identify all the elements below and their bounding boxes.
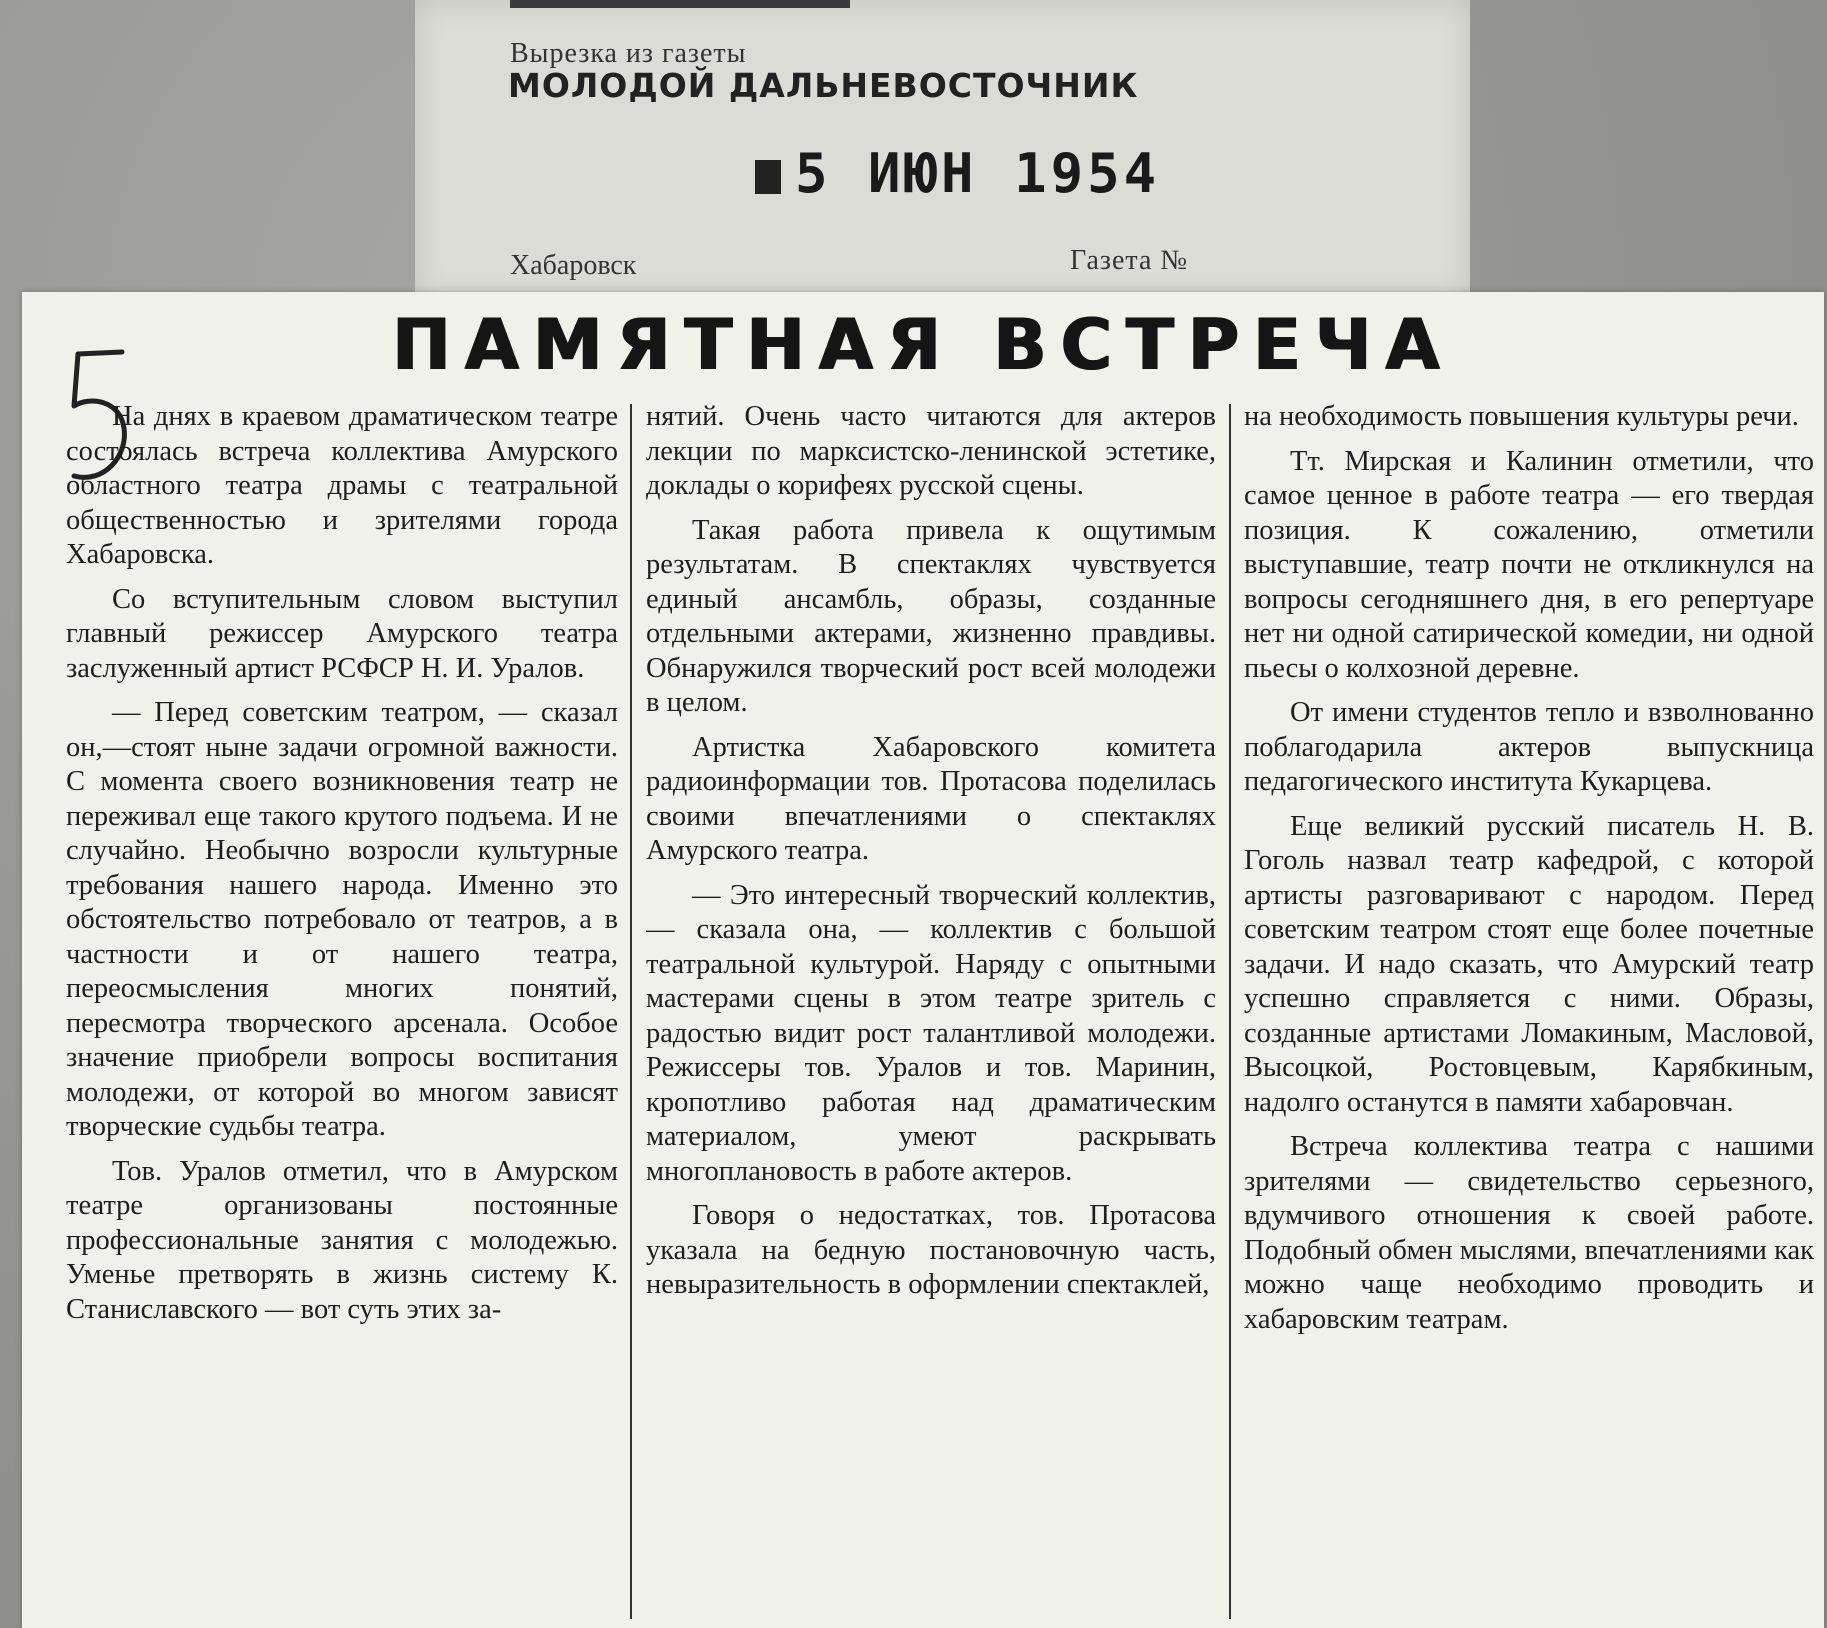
paragraph: Такая работа привела к ощутимым результатам. В спектаклях чувствуется единый ансамбль, образы, созданные отдельными актерами, жизненно правдивы. Обнаружился творческий рост всей молодежи в целом. [646,514,1216,718]
article-column-2 [646,400,1216,1622]
paragraph: Тов. Уралов отметил, что в Амурском театре организованы постоянные профессиональные занятия с молодежью. Уменье претворять в жизнь систему К. Станиславского — вот суть этих за- [66,1155,618,1325]
column-divider [630,404,632,1619]
headline: ПАМЯТНАЯ ВСТРЕЧА [392,304,1454,386]
paragraph: Тт. Мирская и Калинин отметили, что самое ценное в работе театра — его твердая позиция. К сожалению, отметили выступавшие, театр почти не откликнулся на вопросы сегодняшнего дня, в его репертуаре нет ни одной сатирической комедии, ни одной пьесы о колхозной деревне. [1244,445,1814,684]
clipping-label: Вырезка из газеты [510,38,747,69]
date-stamp-text: 5 ИЮН 1954 [795,142,1161,205]
paragraph: нятий. Очень часто читаются для актеров лекции по марксистско-ленинской эстетике, доклады о корифеях русской сцены. [646,401,1216,501]
city: Хабаровск [510,250,637,281]
paragraph: на необходимость повышения культуры речи. [1244,401,1799,432]
header-bar [510,0,850,8]
article-column-3 [1244,400,1814,1622]
date-stamp [755,142,1160,205]
paragraph: Встреча коллектива театра с нашими зрителями — свидетельство серьезного, вдумчивого отношения к своей работе. Подобный обмен мыслями, впечатлениями как можно чаще необходимо проводить и хабаровским театрам. [1244,1131,1814,1335]
paragraph: Еще великий русский писатель Н. В. Гоголь назвал театр кафедрой, с которой артисты разговаривают с народом. Перед советским театром стоят еще более почетные задачи. И надо сказать, что Амурский театр успешно справляется с ними. Образы, созданные артистами Ломакиным, Масловой, Высоцкой, Ростовцевым, Карябкиным, надолго останутся в памяти хабаровчан. [1244,810,1814,1118]
paragraph: — Перед советским театром, — сказал он,—стоят ныне задачи огромной важности. С момента своего возникновения театр не переживал еще такого крутого подъема. И не случайно. Необычно возросли культурные требования нашего народа. Именно это обстоятельство потребовало от театров, а в частности и от нашего театра, переосмысления многих понятий, пересмотра творческого арсенала. Особое значение приобрели вопросы воспитания молодежи, от которой во многом зависят творческие судьбы театра. [66,697,618,1142]
stamp-mark [755,160,781,194]
paragraph: Артистка Хабаровского комитета радиоинформации тов. Протасова поделилась своими впечатлениями о спектаклях Амурского театра. [646,731,1216,866]
paragraph: — Это интересный творческий коллектив, — сказала она, — коллектив с большой театральной культурой. Наряду с опытными мастерами сцены в этом театре зритель с радостью видит рост талантливой молодежи. Режиссеры тов. Уралов и тов. Маринин, кропотливо работая над драматическим материалом, умеют раскрывать многоплановость в работе актеров. [646,879,1216,1187]
paragraph: Со вступительным словом выступил главный режиссер Амурского театра заслуженный артист РСФСР Н. И. Уралов. [66,583,618,684]
newspaper-name: МОЛОДОЙ ДАЛЬНЕВОСТОЧНИК [508,66,1139,105]
column-divider [1229,404,1231,1619]
article-column-1 [66,400,618,1622]
paragraph: От имени студентов тепло и взволнованно поблагодарила актеров выпускница педагогического института Кукарцева. [1244,697,1814,797]
article [22,292,1824,1628]
gazeta-label: Газета № [1070,245,1189,276]
clipping-header [415,0,1470,300]
paragraph: На днях в краевом драматическом театре состоялась встреча коллектива Амурского областного театра драмы с театральной общественностью и зрителями города Хабаровска. [66,401,618,570]
gazeta-number [1070,245,1188,277]
paragraph: Говоря о недостатках, тов. Протасова указала на бедную постановочную часть, невыразительность в оформлении спектаклей, [646,1200,1216,1300]
